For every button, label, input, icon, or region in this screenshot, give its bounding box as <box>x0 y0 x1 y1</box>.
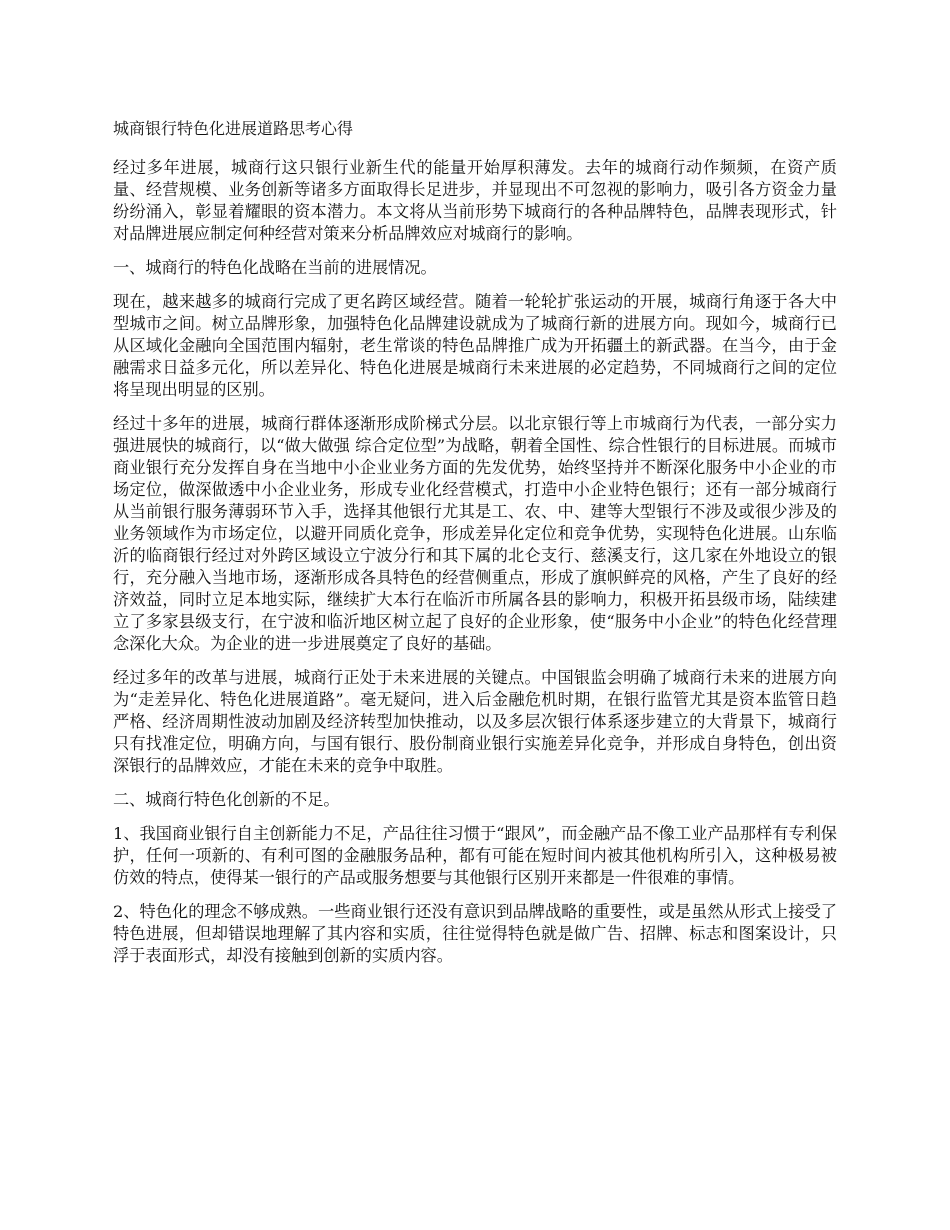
paragraph-5: 2、特色化的理念不够成熟。一些商业银行还没有意识到品牌战略的重要性，或是虽然从形式上接受了特色进展，但却错误地理解了其内容和实质，往往觉得特色就是做广告、招牌、标志和图案设计，只浮于表面形式，却没有接触到创新的实质内容。 <box>113 902 837 965</box>
section-heading-2: 二、城商行特色化创新的不足。 <box>113 790 340 809</box>
paragraph-1: 现在，越来越多的城商行完成了更名跨区域经营。随着一轮轮扩张运动的开展，城商行角逐于各大中型城市之间。树立品牌形象，加强特色化品牌建设就成为了城商行新的进展方向。现如今，城商行已从区域化金融向全国范围内辐射，老生常谈的特色品牌推广成为开拓疆土的新武器。在当今，由于金融需求日益多元化，所以差异化、特色化进展是城商行未来进展的必定趋势，不同城商行之间的定位将呈现出明显的区别。 <box>113 292 837 399</box>
paragraph-intro: 经过多年进展，城商行这只银行业新生代的能量开始厚积薄发。去年的城商行动作频频，在资产质量、经营规模、业务创新等诸多方面取得长足进步，并显现出不可忽视的影响力，吸引各方资金力量纷纷涌入，彰显着耀眼的资本潜力。本文将从当前形势下城商行的各种品牌特色，品牌表现形式，针对品牌进展应制定何种经营对策来分析品牌效应对城商行的影响。 <box>113 158 837 243</box>
document-page <box>113 118 837 979</box>
paragraph-2: 经过十多年的进展，城商行群体逐渐形成阶梯式分层。以北京银行等上市城商行为代表，一部分实力强进展快的城商行，以“做大做强 综合定位型”为战略，朝着全国性、综合性银行的目标进展。而城市商业银行充分发挥自身在当地中小企业业务方面的先发优势，始终坚持并不断深化服务中小企业的市场定位，做深做透中小企业业务，形成专业化经营模式，打造中小企业特色银行；还有一部分城商行从当前银行服务薄弱环节入手，选择其他银行尤其是工、农、中、建等大型银行不涉及或很少涉及的业务领域作为市场定位，以避开同质化竞争，形成差异化定位和竞争优势，实现特色化进展。山东临沂的临商银行经过对外跨区域设立宁波分行和其下属的北仑支行、慈溪支行，这几家在外地设立的银行，充分融入当地市场，逐渐形成各具特色的经营侧重点，形成了旗帜鲜亮的风格，产生了良好的经济效益，同时立足本地实际，继续扩大本行在临沂市所属各县的影响力，积极开拓县级市场，陆续建立了多家县级支行，在宁波和临沂地区树立起了良好的企业形象，使“服务中小企业”的特色化经营理念深化大众。为企业的进一步进展奠定了良好的基础。 <box>113 414 837 653</box>
section-heading-1: 一、城商行的特色化战略在当前的进展情况。 <box>113 258 437 277</box>
paragraph-4: 1、我国商业银行自主创新能力不足，产品往往习惯于“跟风”，而金融产品不像工业产品那样有专利保护，任何一项新的、有利可图的金融服务品种，都有可能在短时间内被其他机构所引入，这种极易被仿效的特点，使得某一银行的产品或服务想要与其他银行区别开来都是一件很难的事情。 <box>113 824 837 887</box>
document-title: 城商银行特色化进展道路思考心得 <box>113 119 354 138</box>
paragraph-3: 经过多年的改革与进展，城商行正处于未来进展的关键点。中国银监会明确了城商行未来的进展方向为“走差异化、特色化进展道路”。毫无疑问，进入后金融危机时期，在银行监管尤其是资本监管日趋严格、经济周期性波动加剧及经济转型加快推动，以及多层次银行体系逐步建立的大背景下，城商行只有找准定位，明确方向，与国有银行、股份制商业银行实施差异化竞争，并形成自身特色，创出资深银行的品牌效应，才能在未来的竞争中取胜。 <box>113 668 837 775</box>
